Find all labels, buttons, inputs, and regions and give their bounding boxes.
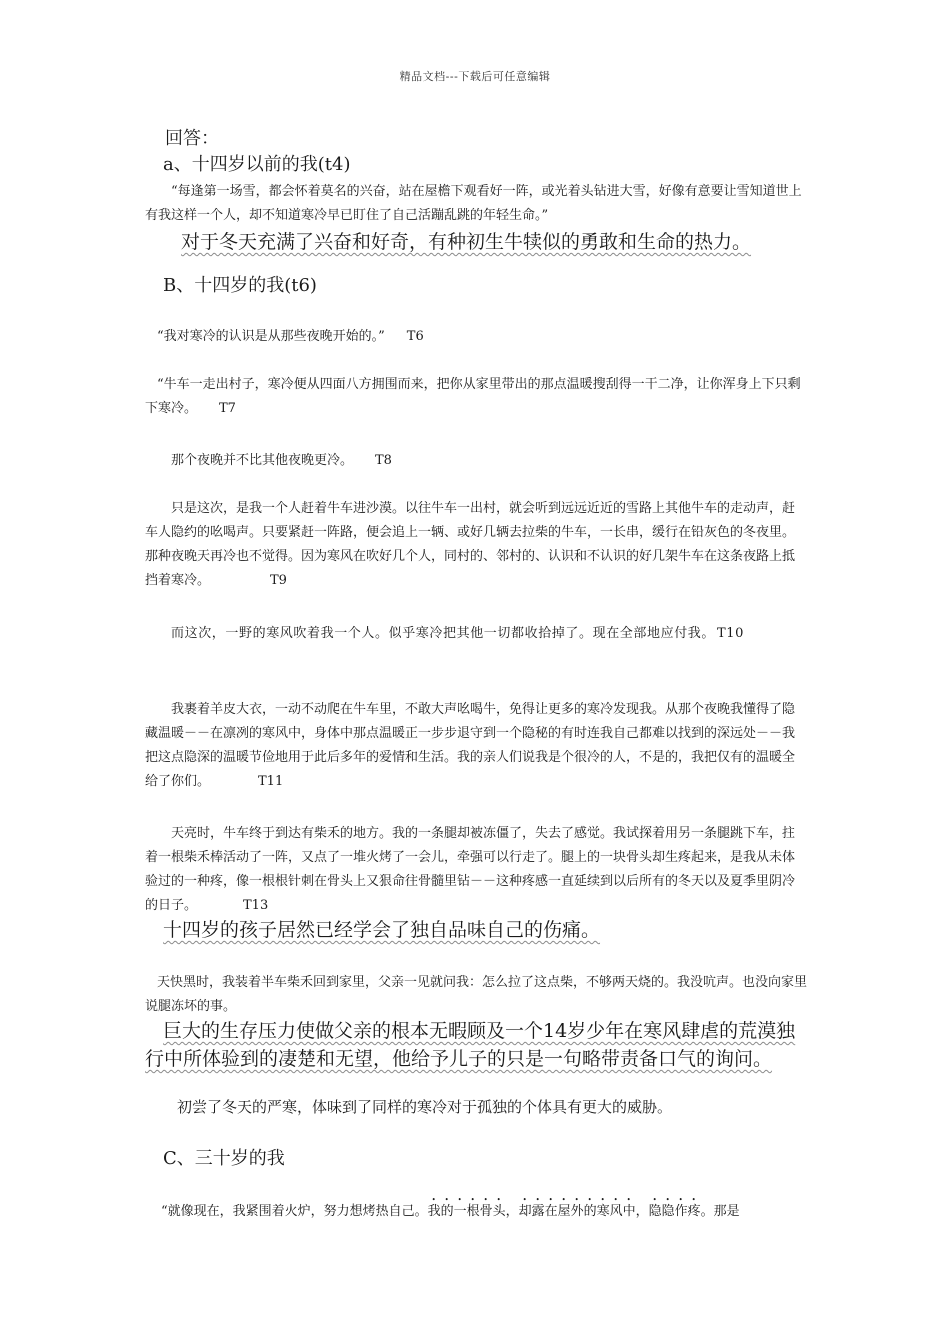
paragraph-t6-text: “我对寒冷的认识是从那些夜晚开始的。” — [157, 329, 385, 344]
paragraph-t10 — [145, 622, 807, 646]
paragraph-t8 — [145, 449, 807, 473]
paragraph-t7-text: “牛车一走出村子，寒冷便从四面八方拥围而来，把你从家里带出的那点温暖搜刮得一干二净，让你浑身上下只剩下寒冷。 — [145, 377, 801, 416]
paragraph-t6 — [145, 325, 807, 349]
section-c-quote-start: “就像现在，我紧围着火炉，努力想烤热自己。 — [161, 1204, 428, 1219]
answer-label: 回答： — [165, 128, 219, 149]
section-c-heading: C、三十岁的我 — [163, 1148, 285, 1169]
section-a-note: 对于冬天充满了兴奋和好奇，有种初生牛犊似的勇敢和生命的热力。 — [181, 231, 752, 253]
summary-block — [145, 1095, 807, 1119]
section-c-quote-end: 那是 — [713, 1204, 740, 1219]
page-header: 精品文档---下载后可任意编辑 — [399, 70, 551, 83]
paragraph-t10-text: 而这次，一野的寒风吹着我一个人。似乎寒冷把其他一切都收拾掉了。现在全部地应付我。 — [171, 626, 716, 641]
section-c-quote-emphasis: 我的一根骨头，却露在屋外的寒风中，隐隐作疼。 — [427, 1204, 714, 1219]
note-2-line — [145, 1017, 807, 1073]
summary: 初尝了冬天的严寒，体味到了同样的寒冷对于孤独的个体具有更大的威胁。 — [177, 1098, 673, 1116]
section-a-note-line — [145, 228, 807, 256]
note-2: 巨大的生存压力使做父亲的根本无暇顾及一个14岁少年在寒风肆虐的荒漠独行中所体验到的凄楚和无望，他给予儿子的只是一句略带责备口气的询问。 — [145, 1020, 796, 1070]
paragraph-t13-ref: T13 — [243, 898, 269, 913]
paragraph-t10-ref: T10 — [717, 626, 745, 641]
note-1: 十四岁的孩子居然已经学会了独自品味自己的伤痛。 — [163, 919, 601, 941]
paragraph-t9 — [145, 497, 807, 593]
note-1-line — [145, 916, 807, 944]
answer-label-block — [145, 126, 807, 152]
section-a-heading: a、十四岁以前的我(t4) — [163, 154, 351, 175]
section-b-heading-block — [145, 273, 807, 299]
section-b-heading: B、十四岁的我(t6) — [163, 275, 317, 296]
paragraph-t11-ref: T11 — [258, 774, 284, 789]
paragraph-t8-text: 那个夜晚并不比其他夜晚更冷。 — [171, 453, 354, 468]
section-c-heading-block — [145, 1146, 807, 1172]
paragraph-t8-ref: T8 — [375, 453, 392, 468]
paragraph-father — [145, 971, 807, 1073]
paragraph-t7 — [145, 373, 807, 421]
paragraph-t9-text: 只是这次，是我一个人赶着牛车进沙漠。以往牛车一出村，就会听到远远近近的雪路上其他牛车的走动声，赶车人隐约的吆喝声。只要紧赶一阵路，便会追上一辆、或好几辆去拉柴的牛车，一长串，缓行在铅灰色的冬夜里。那种夜晚天再冷也不觉得。因为寒风在吹好几个人，同村的、邻村的、认识和不认识的好几架牛车在这条夜路上抵挡着寒冷。 — [145, 501, 796, 588]
section-c-quote — [145, 1196, 807, 1224]
paragraph-t6-ref: T6 — [406, 329, 424, 344]
paragraph-t9-ref: T9 — [270, 573, 287, 588]
paragraph-father-text: 天快黑时，我装着半车柴禾回到家里，父亲一见就问我：怎么拉了这点柴，不够两天烧的。我没吭声。也没向家里说腿冻坏的事。 — [145, 975, 808, 1014]
paragraph-t13-text: 天亮时，牛车终于到达有柴禾的地方。我的一条腿却被冻僵了，失去了感觉。我试探着用另一条腿跳下车，拄着一根柴禾棒活动了一阵，又点了一堆火烤了一会儿，牵强可以行走了。腿上的一块骨头却生疼起来，是我从未体验过的一种疼，像一根根针刺在骨头上又狠命往骨髓里钻－－这种疼感一直延续到以后所有的冬天以及夏季里阴冷的日子。 — [145, 826, 796, 913]
paragraph-t11-text: 我裹着羊皮大衣，一动不动爬在牛车里，不敢大声吆喝牛，免得让更多的寒冷发现我。从那个夜晚我懂得了隐藏温暖－－在凛冽的寒风中，身体中那点温暖正一步步退守到一个隐秘的有时连我自己都难以找到的深远处－－我把这点隐深的温暖节俭地用于此后多年的爱情和生活。我的亲人们说我是个很冷的人，不是的，我把仅有的温暖全给了你们。 — [145, 702, 796, 789]
paragraph-t11 — [145, 698, 807, 794]
section-a-quote: “每逢第一场雪，都会怀着莫名的兴奋，站在屋檐下观看好一阵，或光着头钻进大雪，好像有意要让雪知道世上有我这样一个人，却不知道寒冷早已盯住了自己活蹦乱跳的年轻生命。” — [145, 184, 802, 223]
paragraph-t13 — [145, 822, 807, 944]
section-a — [145, 152, 807, 256]
paragraph-t7-ref: T7 — [219, 401, 236, 416]
